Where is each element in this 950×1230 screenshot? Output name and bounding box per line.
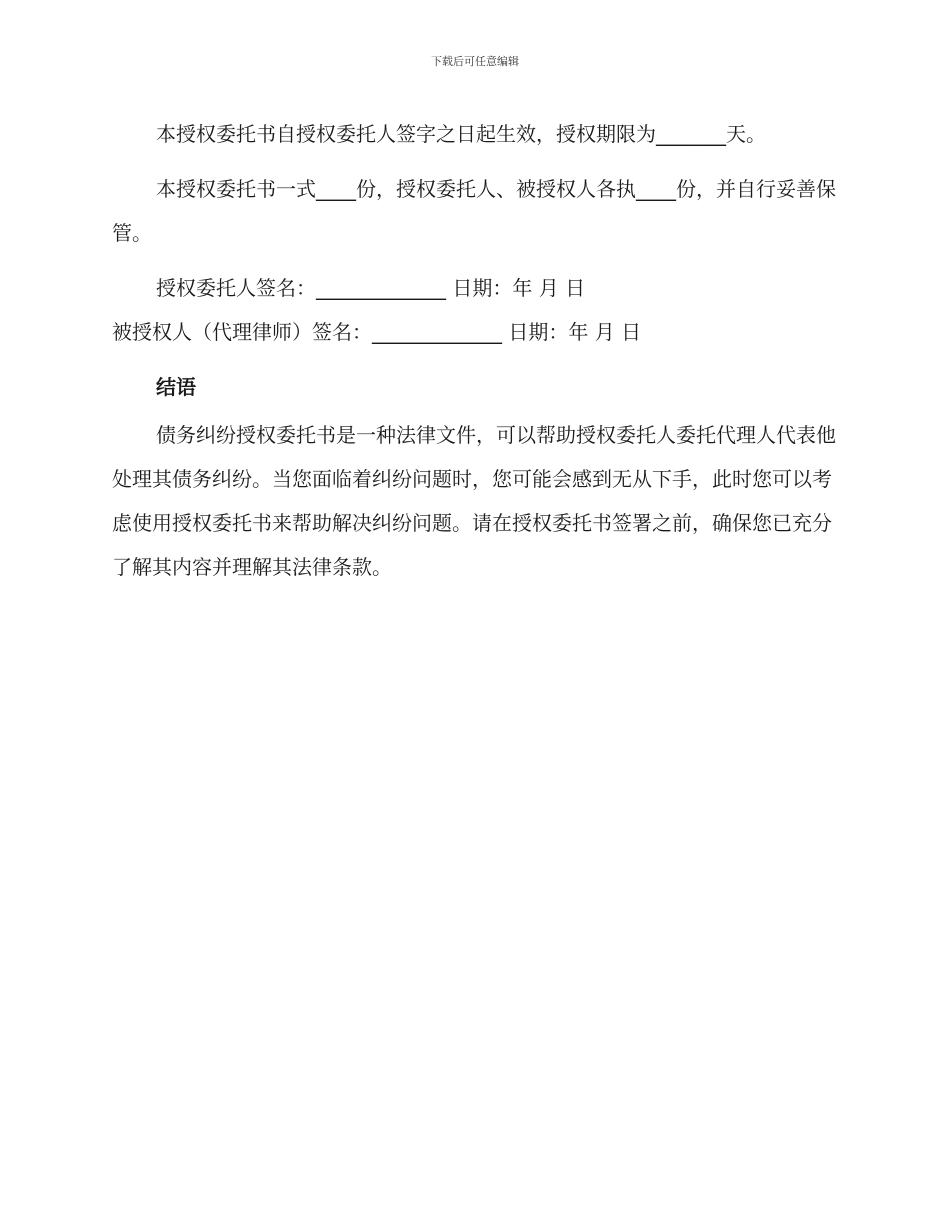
validity-paragraph bbox=[112, 112, 836, 156]
principal-signature-line: 授权委托人签名：_____________ 日期：年 月 日 bbox=[156, 276, 586, 300]
conclusion-paragraph: 债务纠纷授权委托书是一种法律文件，可以帮助授权委托人委托代理人代表他处理其债务纠纷。当您面临着纠纷问题时，您可能会感到无从下手，此时您可以考虑使用授权委托书来帮助解决纠纷问题。请在授权委托书签署之前，确保您已充分了解其内容并理解其法律条款。 bbox=[112, 423, 836, 579]
conclusion-heading: 结语 bbox=[156, 375, 196, 399]
page-header: 下载后可任意编辑 bbox=[431, 55, 519, 68]
agent-signature-line: 被授权人（代理律师）签名：_____________ 日期：年 月 日 bbox=[112, 320, 642, 344]
validity-text-after: 天。 bbox=[726, 122, 766, 146]
copies-paragraph: 本授权委托书一式____份，授权委托人、被授权人各执____份，并自行妥善保管。 bbox=[112, 177, 836, 245]
validity-days-blank: _______ bbox=[656, 122, 726, 146]
document-body bbox=[112, 112, 836, 600]
validity-text-before: 本授权委托书自授权委托人签字之日起生效，授权期限为 bbox=[156, 122, 656, 146]
